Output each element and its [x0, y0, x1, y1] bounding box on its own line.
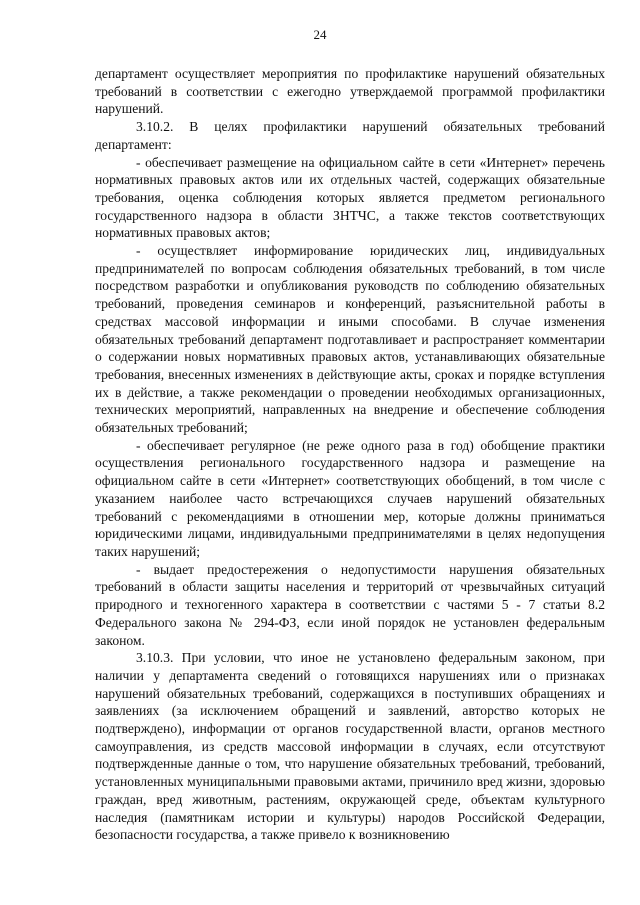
document-body	[95, 65, 605, 844]
paragraph-continuation: департамент осуществляет мероприятия по профилактике нарушений обязательных требований в соответствии с ежегодно утверждаемой программой профилактики нарушений.	[95, 66, 605, 117]
list-item-informing: - осуществляет информирование юридических лиц, индивидуальных предпринимателей по вопросам соблюдения обязательных требований, в том числе посредством разработки и опубликования руководств по соблюдению обязательных требований, проведения семинаров и конференций, разъяснительной работы в средствах массовой информации и иными способами. В случае изменения обязательных требований департамент подготавливает и распространяет комментарии о содержании новых нормативных правовых актов, устанавливающих обязательные требования, внесенных изменениях в действующие акты, сроках и порядке вступления их в действие, а также рекомендации о проведении необходимых организационных, технических мероприятий, направленных на внедрение и обеспечение соблюдения обязательных требований;	[95, 243, 605, 436]
list-item-practice-summary: - обеспечивает регулярное (не реже одного раза в год) обобщение практики осуществления регионального государственного надзора и размещение на официальном сайте в сети «Интернет» соответствующих обобщений, в том числе с указанием наиболее часто встречающихся случаев нарушений обязательных требований с рекомендациями в отношении мер, которые должны приниматься юридическими лицами, индивидуальными предпринимателями в целях недопущения таких нарушений;	[95, 437, 605, 559]
list-item-website-publication: - обеспечивает размещение на официальном сайте в сети «Интернет» перечень нормативных правовых актов или их отдельных частей, содержащих обязательные требования, оценка соблюдения которых является предметом регионального государственного надзора в области ЗНТЧС, а также текстов соответствующих нормативных правовых актов;	[95, 154, 605, 241]
list-item-warnings: - выдает предостережения о недопустимости нарушения обязательных требований в области защиты населения и территорий от чрезвычайных ситуаций природного и техногенного характера в соответствии с частями 5 - 7 статьи 8.2 Федерального закона № 294-ФЗ, если иной порядок не установлен федеральным законом.	[95, 561, 605, 648]
paragraph-3-10-3: 3.10.3. При условии, что иное не установлено федеральным законом, при наличии у департамента сведений о готовящихся нарушениях или о признаках нарушений обязательных требований, содержащихся в поступивших обращениях и заявлениях (за исключением обращений и заявлений, авторство которых не подтверждено), информации от органов государственной власти, органов местного самоуправления, из средств массовой информации в случаях, если отсутствуют подтвержденные данные о том, что нарушение обязательных требований, требований, установленных муниципальными правовыми актами, причинило вред жизни, здоровью граждан, вред животным, растениям, окружающей среде, объектам культурного наследия (памятникам истории и культуры) народов Российской Федерации, безопасности государства, а также привело к возникновению	[95, 650, 605, 843]
page-number: 24	[313, 27, 327, 42]
paragraph-3-10-2: 3.10.2. В целях профилактики нарушений обязательных требований департамент:	[95, 119, 605, 152]
